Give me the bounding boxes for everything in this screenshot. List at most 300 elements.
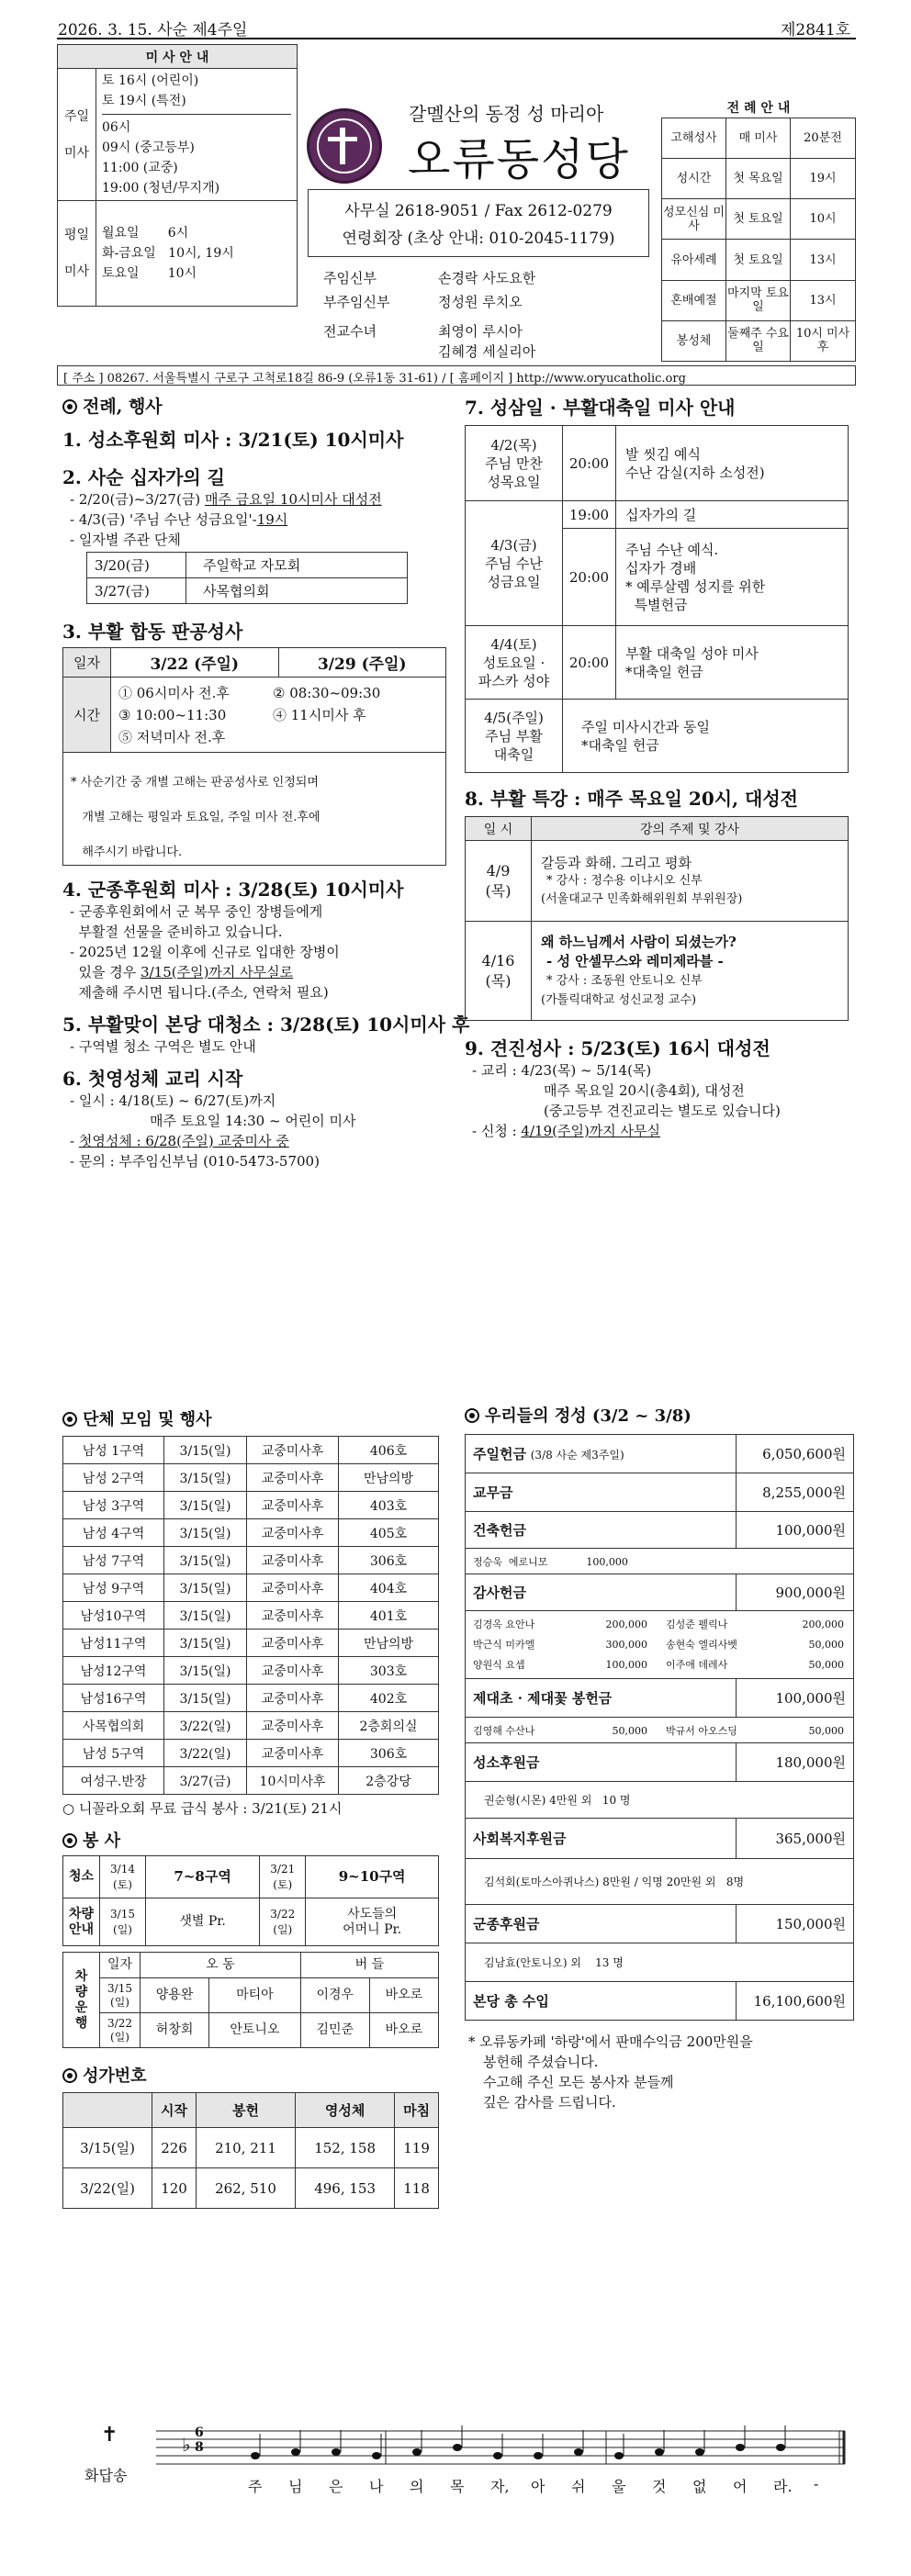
funeral-contact: 연령회장 (초상 안내: 010-2045-1179) (342, 230, 615, 248)
clergy-name-3: 최영이 루시아 (438, 323, 523, 340)
group-cell: 교중미사후 (247, 1547, 339, 1574)
group-cell: 남성 5구역 (63, 1740, 164, 1767)
offering-table (465, 1434, 854, 2021)
off-r3-amt: 100,000원 (737, 1512, 854, 1549)
tri-time-3: 20:00 (563, 529, 616, 626)
group-cell: 404호 (339, 1574, 439, 1602)
table-row (63, 1547, 439, 1574)
ritual-name: 고해성사 (662, 118, 726, 159)
music-note (574, 2448, 583, 2456)
tri-time-1: 20:00 (563, 426, 616, 501)
off-r8-detail: 김남효(안토니오) 외 13 명 (466, 1943, 854, 1982)
offering-donor: 200,000 (802, 1618, 844, 1630)
sunday-label2: 미사 (63, 145, 90, 161)
group-cell: 교중미사후 (247, 1657, 339, 1685)
group-cell: 3/15(일) (164, 1685, 247, 1712)
music-note (251, 2452, 260, 2459)
clean-area-1: 7~8구역 (146, 1856, 260, 1898)
group-cell: 남성 9구역 (63, 1574, 164, 1602)
conf-r2b: ④ 11시미사 후 (273, 706, 366, 723)
parish-logo (307, 108, 382, 184)
music-note (372, 2452, 381, 2459)
tri-desc-3: 주님 수난 예식. 십자가 경배 * 예루살렘 성지를 위한 특별헌금 (616, 529, 849, 626)
off-r6-detail: 권순형(시몬) 4만원 외 10 명 (466, 1782, 854, 1819)
table-row (63, 1602, 439, 1630)
hymn-cell: 119 (395, 2128, 439, 2168)
off-r6-amt: 180,000원 (737, 1743, 854, 1782)
section-liturgy-title: 전례, 행사 (83, 397, 163, 417)
tri-desc-2: 십자가의 길 (616, 501, 849, 529)
group-cell: 여성구.반장 (63, 1767, 164, 1795)
group-cell: 교중미사후 (247, 1712, 339, 1740)
svg-text:♭: ♭ (182, 2434, 191, 2456)
drive-r1-c: 이경우 (300, 1978, 369, 2013)
triduum-table (465, 425, 849, 773)
weekday-label: 평일 (63, 228, 90, 242)
group-cell: 3/27(금) (164, 1767, 247, 1795)
group-cell: 교중미사후 (247, 1437, 339, 1464)
group-cell: 3/22(일) (164, 1740, 247, 1767)
item6-l4: - 문의 : 부주임신부님 (010-5473-5700) (70, 1153, 320, 1170)
table-row (63, 1630, 439, 1657)
hymn-cell: 3/22(일) (63, 2168, 152, 2209)
group-cell: 402호 (339, 1685, 439, 1712)
lyric-syllable: 쉬 (571, 2478, 586, 2495)
mass-sun-3: 11:00 (교중) (102, 161, 178, 175)
mass-wk-1: 월요일 6시 (102, 226, 189, 241)
car-date-2: 3/22 (일) (260, 1898, 306, 1946)
hymn-cell: 262, 510 (196, 2168, 295, 2209)
tri-day-5: 4/5(주일) 주님 부활 대축일 (466, 700, 563, 773)
clergy-role-2: 부주임신부 (323, 294, 390, 310)
ritual-table (661, 118, 856, 362)
conf-note3: 해주시기 바랍니다. (71, 846, 183, 859)
tri-day-1: 4/2(목) 주님 만찬 성목요일 (466, 426, 563, 501)
group-cell: 306호 (339, 1547, 439, 1574)
hymn-cell: 226 (152, 2128, 197, 2168)
car-label: 차량 안내 (63, 1898, 100, 1946)
hymn-header: 마침 (395, 2093, 439, 2128)
table-row (63, 2128, 439, 2168)
ritual-when: 둘째주 수요일 (726, 320, 791, 361)
off-r8-amt: 150,000원 (737, 1905, 854, 1943)
offering-donor: 양원식 요셉 (473, 1658, 525, 1671)
ritual-name: 혼배예절 (662, 280, 726, 320)
mass-sun-1: 06시 (102, 120, 131, 135)
music-note (291, 2448, 300, 2456)
off-r7-label: 사회복지후원금 (466, 1819, 737, 1859)
group-cell: 사목협의회 (63, 1712, 164, 1740)
item4-l2: 부활절 선물을 준비하고 있습니다. (70, 924, 283, 940)
lyric-syllable: 은 (329, 2478, 343, 2495)
conf-note1: * 사순기간 중 개별 고해는 판공성사로 인정되며 (71, 776, 319, 790)
item6: 6. 첫영성체 교리 시작 (62, 1068, 243, 1090)
music-note (736, 2444, 745, 2451)
conf-time-label: 시간 (63, 678, 111, 753)
off-r5-amt: 100,000원 (737, 1679, 854, 1718)
item4-l4b: 3/15(주일)까지 사무실로 (141, 964, 294, 980)
hymn-cell: 120 (152, 2168, 197, 2209)
offering-donor: 이주애 데레사 (666, 1658, 728, 1671)
drive-r1-a: 양용완 (141, 1978, 209, 2013)
item7: 7. 성삼일 · 부활대축일 미사 안내 (465, 397, 736, 419)
drive-r1-d: 바오로 (369, 1978, 438, 2013)
clean-date-2: 3/21 (토) (260, 1856, 306, 1898)
weekday-label2: 미사 (63, 264, 90, 279)
item4-l5: 제출해 주시면 됩니다.(주소, 연락처 필요) (70, 984, 329, 1001)
lec-date-2: 4/16 (목) (466, 922, 532, 1021)
off-r4-label: 감사헌금 (466, 1574, 737, 1611)
off-r3-detail: 정승욱 에로니모 100,000 (466, 1549, 854, 1574)
table-row (63, 1767, 439, 1795)
hymns-table (62, 2092, 439, 2209)
table-row (63, 1657, 439, 1685)
item2-line1b: 매주 금요일 10시미사 대성전 (204, 491, 382, 508)
item6-l3a: - (70, 1133, 79, 1149)
clean-date-1: 3/14 (토) (100, 1856, 146, 1898)
lyric-syllable: 의 (410, 2478, 424, 2495)
tri-desc-4: 부활 대축일 성야 미사 *대축일 헌금 (616, 626, 849, 700)
clergy-name-4: 김혜경 세실리아 (438, 343, 536, 360)
sunday-label: 주일 (63, 108, 90, 124)
time-signature: 6 8 (195, 2425, 204, 2455)
mass-schedule-table (57, 44, 298, 307)
drive-r2-b: 안토니오 (209, 2013, 301, 2048)
lyric-syllable: - (814, 2475, 819, 2492)
host-group-1: 주일학교 자모회 (186, 553, 408, 578)
group-cell: 남성12구역 (63, 1657, 164, 1685)
music-note (412, 2448, 422, 2456)
lec-sp1-2: * 강사 : 조동원 안토니오 신부 (546, 973, 703, 988)
offering-donor: 김성준 펠릭나 (666, 1618, 728, 1630)
drive-label: 차 량 운 행 (63, 1953, 100, 2048)
table-row (63, 1437, 439, 1464)
conf-r2a: ③ 10:00~11:30 (118, 706, 227, 723)
item2-line2a: - 4/3(금) '주님 수난 성금요일'- (70, 511, 257, 528)
offering-donor: 송현숙 엘리사벳 (666, 1638, 737, 1651)
off-r3-label: 건축헌금 (466, 1512, 737, 1549)
music-note (534, 2452, 543, 2459)
lyric-syllable: 없 (692, 2478, 707, 2495)
mass-sat-1: 토 16시 (어린이) (102, 73, 199, 88)
lec-date-1: 4/9 (목) (466, 841, 532, 922)
item9-l1: - 교리 : 4/23(목) ~ 5/14(목) (472, 1062, 652, 1079)
ritual-name: 성모신심 미사 (662, 199, 726, 240)
clean-area-2: 9~10구역 (306, 1856, 439, 1898)
table-row (63, 1574, 439, 1602)
music-note (493, 2452, 502, 2459)
ritual-name: 성시간 (662, 159, 726, 199)
item2: 2. 사순 십자가의 길 (62, 466, 226, 488)
off-r5-d2: 50,000 (612, 1724, 647, 1737)
drive-r2-c: 김민준 (300, 2013, 369, 2048)
host-table (86, 552, 408, 604)
item6-l1: - 일시 : 4/18(토) ~ 6/27(토)까지 (70, 1092, 276, 1109)
music-note (695, 2448, 704, 2456)
group-cell: 3/15(일) (164, 1574, 247, 1602)
group-cell: 401호 (339, 1602, 439, 1630)
issue-number: 제2841호 (781, 21, 851, 39)
drive-h2: 오 동 (141, 1953, 301, 1978)
group-cell: 남성16구역 (63, 1685, 164, 1712)
item4: 4. 군종후원회 미사 : 3/28(토) 10시미사 (62, 879, 404, 901)
mass-wk-2: 화-금요일 10시, 19시 (102, 246, 234, 261)
off-r5-d1: 김영해 수산나 (473, 1724, 535, 1737)
ritual-when: 첫 토요일 (726, 199, 791, 240)
lyric-syllable: 어 (733, 2478, 748, 2495)
drive-r2-a: 허창회 (141, 2013, 209, 2048)
lyric-syllable: 자, (490, 2478, 510, 2495)
off-r1-sub: (3/8 사순 제3주일) (530, 1449, 624, 1462)
host-group-2: 사목협의회 (186, 578, 408, 604)
service-table (62, 1855, 439, 1946)
drive-r1-b: 마티아 (209, 1978, 301, 2013)
driving-table (62, 1952, 439, 2048)
lyric-syllable: 님 (288, 2478, 303, 2495)
conf-h2: 3/22 (주일) (111, 648, 279, 678)
ritual-when: 첫 목요일 (726, 159, 791, 199)
group-cell: 만남의방 (339, 1630, 439, 1657)
car-who-1: 샛별 Pr. (146, 1898, 260, 1946)
mass-sun-4: 19:00 (청년/무지개) (102, 181, 220, 196)
lec-sp1-1: * 강사 : 정수용 이냐시오 신부 (546, 873, 703, 888)
ritual-name: 유아세례 (662, 240, 726, 280)
item2-line3: - 일자별 주관 단체 (70, 532, 181, 548)
group-cell: 405호 (339, 1519, 439, 1547)
item8: 8. 부활 특강 : 매주 목요일 20시, 대성전 (465, 788, 798, 810)
conf-r1a: ① 06시미사 전.후 (118, 684, 230, 701)
lyric-syllable: 주 (248, 2478, 263, 2495)
item9: 9. 견진성사 : 5/23(토) 16시 대성전 (465, 1037, 770, 1059)
lec-sp2-2: (가톨릭대학교 성신교정 교수) (541, 992, 697, 1007)
table-row (63, 2168, 439, 2209)
host-date-2: 3/27(금) (87, 578, 186, 604)
item6-l2: 매주 토요일 14:30 ~ 어린이 미사 (150, 1113, 356, 1129)
confession-table (62, 647, 446, 866)
mass-sun-2: 09시 (중고등부) (102, 140, 195, 155)
table-row (63, 1740, 439, 1767)
drive-h3: 버 들 (300, 1953, 438, 1978)
group-cell: 2층회의실 (339, 1712, 439, 1740)
group-cell: 2층강당 (339, 1767, 439, 1795)
lec-topic2-2: - 성 안셀무스와 레미제라블 - (546, 952, 724, 969)
item5-l1: - 구역별 청소 구역은 별도 안내 (70, 1038, 256, 1055)
group-cell: 남성 1구역 (63, 1437, 164, 1464)
group-cell: 교중미사후 (247, 1685, 339, 1712)
off-r6-label: 성소후원금 (466, 1743, 737, 1782)
clergy-name-2: 정성원 루치오 (438, 294, 523, 310)
item6-l3b: 첫영성체 : 6/28(주일) 교중미사 중 (78, 1133, 289, 1149)
music-note (332, 2448, 341, 2456)
hymn-cell: 152, 158 (296, 2128, 395, 2168)
music-note (614, 2452, 624, 2459)
offering-donor: 300,000 (605, 1638, 647, 1651)
lec-topic-2: 왜 하느님께서 사람이 되셨는가? (541, 933, 737, 950)
psalm-lyrics (248, 2475, 854, 2497)
off-r1-label: 주일헌금 (473, 1446, 526, 1462)
conf-h3: 3/29 (주일) (278, 648, 446, 678)
group-cell: 교중미사후 (247, 1519, 339, 1547)
group-cell: 만남의방 (339, 1464, 439, 1492)
group-cell: 3/15(일) (164, 1437, 247, 1464)
address-bar: [ 주소 ] 08267. 서울특별시 구로구 고척로18길 86-9 (오류1동 31-61) / [ 홈페이지 ] http://www.oryucatholic.org (57, 365, 856, 386)
section-bullet-icon (62, 2068, 77, 2083)
conf-note2: 개별 고해는 평일과 토요일, 주일 미사 전.후에 (71, 811, 321, 824)
clean-label: 청소 (63, 1856, 100, 1898)
psalm-label: 화답송 (84, 2467, 128, 2484)
table-row (63, 1464, 439, 1492)
group-cell: 교중미사후 (247, 1574, 339, 1602)
ritual-title: 전 례 안 내 (726, 101, 791, 116)
lecture-table (465, 816, 849, 1021)
conf-h1: 일자 (63, 648, 111, 678)
lec-sp2-1: (서울대교구 민족화해위원회 부위원장) (541, 891, 743, 906)
table-row (63, 1519, 439, 1547)
group-cell: 3/15(일) (164, 1602, 247, 1630)
group-cell: 3/15(일) (164, 1464, 247, 1492)
lyric-syllable: 라. (773, 2478, 793, 2495)
off-r1-amt: 6,050,600원 (737, 1435, 854, 1473)
group-cell: 남성11구역 (63, 1630, 164, 1657)
ritual-when: 첫 토요일 (726, 240, 791, 280)
lyric-syllable: 목 (450, 2478, 465, 2495)
music-note (655, 2448, 664, 2456)
item4-l4a: 있을 경우 (70, 964, 141, 980)
group-cell: 교중미사후 (247, 1630, 339, 1657)
table-row (63, 1685, 439, 1712)
group-cell: 10시미사후 (247, 1767, 339, 1795)
lyric-syllable: 울 (612, 2478, 626, 2495)
hymn-header: 봉헌 (196, 2093, 295, 2128)
conf-r3a: ⑤ 저녁미사 전.후 (118, 728, 226, 745)
bulletin-date: 2026. 3. 15. 사순 제4주일 (58, 21, 248, 39)
group-cell: 3/22(일) (164, 1712, 247, 1740)
group-cell: 남성10구역 (63, 1602, 164, 1630)
drive-r2-date: 3/22 (일) (100, 2013, 141, 2048)
off-r2-label: 교무금 (466, 1473, 737, 1512)
clergy-role-1: 주임신부 (323, 270, 377, 286)
office-box (308, 189, 649, 257)
group-cell: 3/15(일) (164, 1519, 247, 1547)
item4-l3: - 2025년 12월 이후에 신규로 입대한 장병이 (70, 944, 340, 960)
item9-l2: 매주 목요일 20시(총4회), 대성전 (544, 1082, 745, 1099)
hymn-header: 시작 (152, 2093, 197, 2128)
off-note3: 수고해 주신 모든 봉사자 분들께 (483, 2074, 674, 2090)
offering-donor: 50,000 (808, 1638, 844, 1651)
ritual-name: 봉성체 (662, 320, 726, 361)
group-cell: 남성 2구역 (63, 1464, 164, 1492)
section-bullet-icon (62, 1833, 77, 1848)
off-note4: 깊은 감사를 드립니다. (483, 2094, 616, 2111)
off-r7-detail: 김석회(토마스아퀴나스) 8만원 / 익명 20만원 외 8명 (466, 1859, 854, 1905)
hymn-header (63, 2093, 152, 2128)
group-cell: 교중미사후 (247, 1492, 339, 1519)
conf-r1b: ② 08:30~09:30 (273, 684, 381, 701)
table-row (63, 1492, 439, 1519)
item3: 3. 부활 합동 판공성사 (62, 621, 243, 643)
off-r4-detail (466, 1611, 854, 1679)
off-r5-label: 제대초 · 제대꽃 봉헌금 (466, 1679, 737, 1718)
groups-note: ○ 니꼴라오회 무료 급식 봉사 : 3/21(토) 21시 (62, 1800, 343, 1817)
group-cell: 남성 7구역 (63, 1547, 164, 1574)
ritual-when: 매 미사 (726, 118, 791, 159)
offering-donor: 200,000 (605, 1618, 647, 1630)
lec-topic-1: 갈등과 화해. 그리고 평화 (541, 854, 692, 871)
drive-r1-date: 3/15 (일) (100, 1978, 141, 2013)
ritual-time: 10시 (791, 199, 856, 240)
group-cell: 303호 (339, 1657, 439, 1685)
mass-title: 미 사 안 내 (58, 45, 298, 69)
mass-wk-3: 토요일 10시 (102, 266, 197, 281)
item9-l3: (중고등부 견진교리는 별도로 있습니다) (544, 1103, 781, 1119)
group-cell: 3/15(일) (164, 1547, 247, 1574)
ritual-time: 19시 (791, 159, 856, 199)
group-cell: 306호 (339, 1740, 439, 1767)
group-cell: 남성 4구역 (63, 1519, 164, 1547)
hymn-cell: 496, 153 (296, 2168, 395, 2209)
header-rule (57, 38, 856, 39)
section-bullet-icon (465, 1408, 479, 1423)
offering-title: 우리들의 정성 (3/2 ~ 3/8) (485, 1406, 692, 1426)
item9-l4a: - 신청 : (472, 1123, 522, 1139)
lyric-syllable: 나 (369, 2478, 384, 2495)
parish-motto: 갈멜산의 동정 성 마리아 (409, 103, 604, 125)
music-note (453, 2444, 462, 2451)
service-title: 봉 사 (83, 1831, 121, 1851)
offering-donor: 박근식 미카엘 (473, 1638, 535, 1651)
ritual-time: 13시 (791, 240, 856, 280)
ritual-time: 10시 미사후 (791, 320, 856, 361)
lec-h2: 강의 주제 및 강사 (532, 817, 849, 841)
music-note (776, 2444, 785, 2451)
hymn-cell: 210, 211 (196, 2128, 295, 2168)
groups-table (62, 1436, 439, 1795)
clergy-name-1: 손경락 사도요한 (438, 270, 536, 286)
off-r5-d4: 50,000 (808, 1724, 844, 1737)
table-row (63, 1712, 439, 1740)
item4-l1: - 군종후원회에서 군 복무 중인 장병들에게 (70, 903, 323, 920)
item1: 1. 성소후원회 미사 : 3/21(토) 10시미사 (62, 429, 404, 451)
ritual-time: 13시 (791, 280, 856, 320)
tri-time-2: 19:00 (563, 501, 616, 529)
tri-desc-1: 발 씻김 예식 수난 감실(지하 소성전) (616, 426, 849, 501)
offering-donor: 50,000 (808, 1658, 844, 1671)
drive-h1: 일자 (100, 1953, 141, 1978)
group-cell: 403호 (339, 1492, 439, 1519)
hymn-cell: 118 (395, 2168, 439, 2209)
section-bullet-icon (62, 399, 77, 414)
item2-line2b: 19시 (256, 511, 288, 528)
off-total-label: 본당 총 수입 (466, 1982, 737, 2021)
group-cell: 교중미사후 (247, 1740, 339, 1767)
hymn-header: 영성체 (296, 2093, 395, 2128)
off-r4-amt: 900,000원 (737, 1574, 854, 1611)
hymns-title: 성가번호 (83, 2066, 147, 2086)
off-note1: * 오류동카페 '하랑'에서 판매수익금 200만원을 (468, 2033, 753, 2050)
tri-time-4: 20:00 (563, 626, 616, 700)
section-bullet-icon (62, 1412, 77, 1427)
off-note2: 봉헌해 주셨습니다. (483, 2054, 599, 2070)
group-cell: 교중미사후 (247, 1602, 339, 1630)
item9-l4b: 4/19(주일)까지 사무실 (521, 1123, 661, 1139)
clergy-role-3: 전교수녀 (323, 323, 377, 340)
offering-donor: 100,000 (605, 1658, 647, 1671)
offering-donor: 김경옥 요안나 (473, 1618, 535, 1630)
group-cell: 교중미사후 (247, 1464, 339, 1492)
item5: 5. 부활맞이 본당 대청소 : 3/28(토) 10시미사 후 (62, 1014, 470, 1036)
mass-sat-2: 토 19시 (특전) (102, 94, 186, 108)
group-cell: 3/15(일) (164, 1630, 247, 1657)
